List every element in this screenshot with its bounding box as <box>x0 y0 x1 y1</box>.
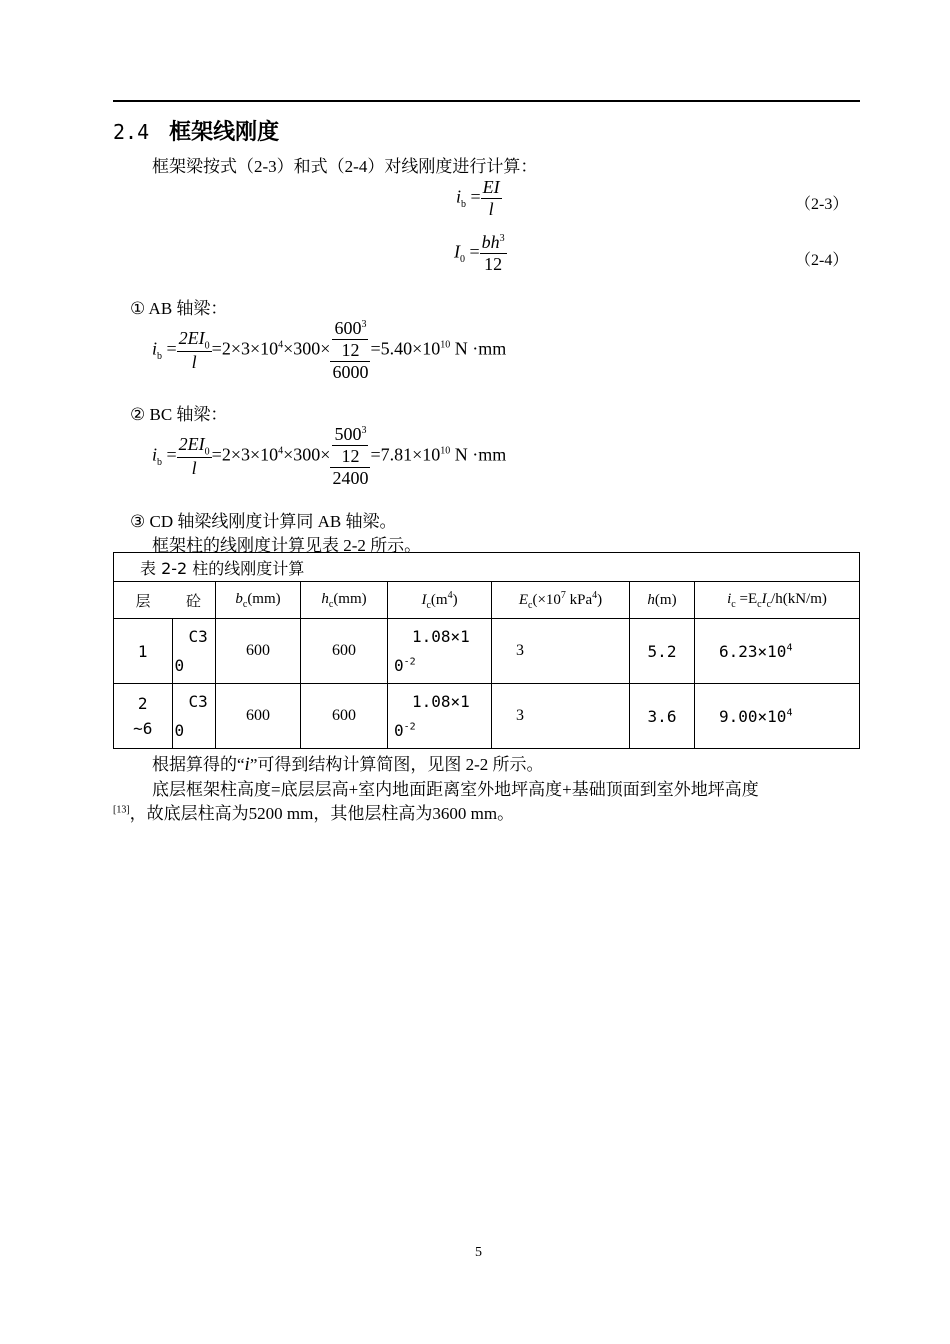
ab-inner-den: 12 <box>341 340 360 360</box>
eq2-num: bh <box>481 232 500 252</box>
ab-result-exp: 10 <box>440 339 451 351</box>
header-concrete: 砼 <box>172 582 216 619</box>
bc-expr: =2×3×10 <box>211 444 279 465</box>
cd-note: ③ CD 轴梁线刚度计算同 AB 轴梁。 <box>130 512 397 531</box>
header-bc: $b_c(mm)$ <box>216 582 301 619</box>
equation-2-3: $i_b$ = $\frac{EI}{l}$ <box>456 177 500 219</box>
header-floor: 层 <box>114 582 173 619</box>
after-table-line1: 根据算得的“i”可得到结构计算简图，见图 2-2 所示。 <box>152 754 544 775</box>
bc-lhs-num: 2EI <box>178 433 205 454</box>
ab-expr2: ×300× <box>283 338 331 359</box>
eq1-sub: b <box>461 199 467 211</box>
ab-lhs-sub: 0 <box>204 340 210 352</box>
ab-expr: =2×3×10 <box>211 338 279 359</box>
cell-ec: 3 <box>492 684 630 749</box>
section-heading <box>113 115 279 146</box>
bc-result: =7.81×10 <box>370 444 441 465</box>
header-h: h(m) <box>630 582 695 619</box>
after-table-line3: [13]，故底层柱高为5200 mm，其他层柱高为3600 mm。 <box>113 804 515 823</box>
section-title: 框架线刚度 <box>169 120 280 145</box>
column-stiffness-table <box>113 552 860 749</box>
section-number: 2.4 <box>113 120 150 144</box>
eq2-sub: 0 <box>460 254 465 266</box>
ab-span: 6000 <box>332 362 369 382</box>
cell-h: 600 <box>301 684 388 749</box>
bc-lhs-sub: 0 <box>204 446 210 458</box>
cell-floor: 2 ~6 <box>114 684 173 749</box>
eq1-tag: （2-3） <box>795 196 849 213</box>
eq2-sup: 3 <box>499 233 505 244</box>
ab-inner-exp: 3 <box>361 319 367 330</box>
eq1-lhs: i <box>456 186 462 207</box>
bc-span: 2400 <box>332 468 369 488</box>
cell-height: 3.6 <box>630 684 695 749</box>
citation-ref: [13] <box>113 804 130 816</box>
eq2-tag: （2-4） <box>795 252 849 269</box>
ab-result: =5.40×10 <box>370 338 441 359</box>
beam-bc-equation: $i_b$ = $\frac{2EI_0}{l}$ $=2\times 3\times 10^4\times 300\times$ $\frac{\frac{500^3}{12}}{2400}$ $=7.81\times 10^{10}$ N ·mm <box>152 424 507 488</box>
beam-ab-label: ① AB 轴梁： <box>130 299 228 318</box>
cell-concrete: C3 0 <box>172 619 216 684</box>
cell-b: 600 <box>216 684 301 749</box>
table-row <box>114 684 860 749</box>
header-stiffness: $i_c =E_cI_c/h(kN/m)$ <box>695 582 860 619</box>
after-table-line2: 底层框架柱高度=底层层高+室内地面距离室外地坪高度+基础顶面到室外地坪高度 <box>152 780 759 799</box>
beam-ab-equation: $i_b$ = $\frac{2EI_0}{l}$ $=2\times 3\times 10^4\times 300\times$ $\frac{\frac{600^3}{12}}{6000}$ $=5.40\times 10^{10}$ N ·mm <box>152 318 507 382</box>
ab-lhs-den: l <box>191 352 197 373</box>
cell-ic: 1.08×1 $0^{-2}$ <box>388 619 492 684</box>
equation-2-4: $I_0$ = $\frac{bh^3}{12}$ <box>454 232 505 274</box>
ab-unit: N ·mm <box>450 338 507 359</box>
cell-stiffness: $6.23\times 10^4$ <box>695 619 860 684</box>
ab-exp: 4 <box>278 339 284 351</box>
cell-b: 600 <box>216 619 301 684</box>
ab-lhs-num: 2EI <box>178 327 205 348</box>
top-rule <box>113 100 860 102</box>
eq2-lhs: I <box>454 241 460 262</box>
bc-inner-den: 12 <box>341 446 360 466</box>
header-ic: $I_c(m^4)$ <box>388 582 492 619</box>
cell-h: 600 <box>301 619 388 684</box>
eq1-fraction <box>481 177 502 220</box>
table-header-row <box>114 582 860 619</box>
bc-exp: 4 <box>278 445 284 457</box>
table-caption: 表 2-2 柱的线刚度计算 <box>114 553 860 582</box>
bc-expr2: ×300× <box>283 444 331 465</box>
eq2-fraction <box>480 232 507 275</box>
bc-lhs-den: l <box>191 458 197 479</box>
cell-concrete: C3 0 <box>172 684 216 749</box>
cell-ec: 3 <box>492 619 630 684</box>
cell-ic: 1.08×1 $0^{-2}$ <box>388 684 492 749</box>
page-number: 5 <box>475 1245 482 1260</box>
bc-unit: N ·mm <box>450 444 507 465</box>
bc-inner-num: 500 <box>334 424 362 444</box>
eq1-den: l <box>488 199 494 219</box>
bc-inner-exp: 3 <box>361 425 367 436</box>
cell-height: 5.2 <box>630 619 695 684</box>
cell-stiffness: $9.00\times 10^4$ <box>695 684 860 749</box>
column-note: 框架柱的线刚度计算见表 2-2 所示。 <box>152 536 422 555</box>
eq2-den: 12 <box>484 254 503 274</box>
beam-bc-label: ② BC 轴梁： <box>130 405 228 424</box>
header-ec: $E_c(\times 10^7$ kPa$^4$) <box>492 582 630 619</box>
table-row <box>114 619 860 684</box>
bc-result-exp: 10 <box>440 445 451 457</box>
header-hc: $h_c(mm)$ <box>301 582 388 619</box>
intro-text: 框架梁按式（2-3）和式（2-4）对线刚度进行计算： <box>152 157 538 176</box>
ab-inner-num: 600 <box>334 318 362 338</box>
cell-floor: 1 <box>114 619 173 684</box>
eq1-num: EI <box>482 177 500 197</box>
